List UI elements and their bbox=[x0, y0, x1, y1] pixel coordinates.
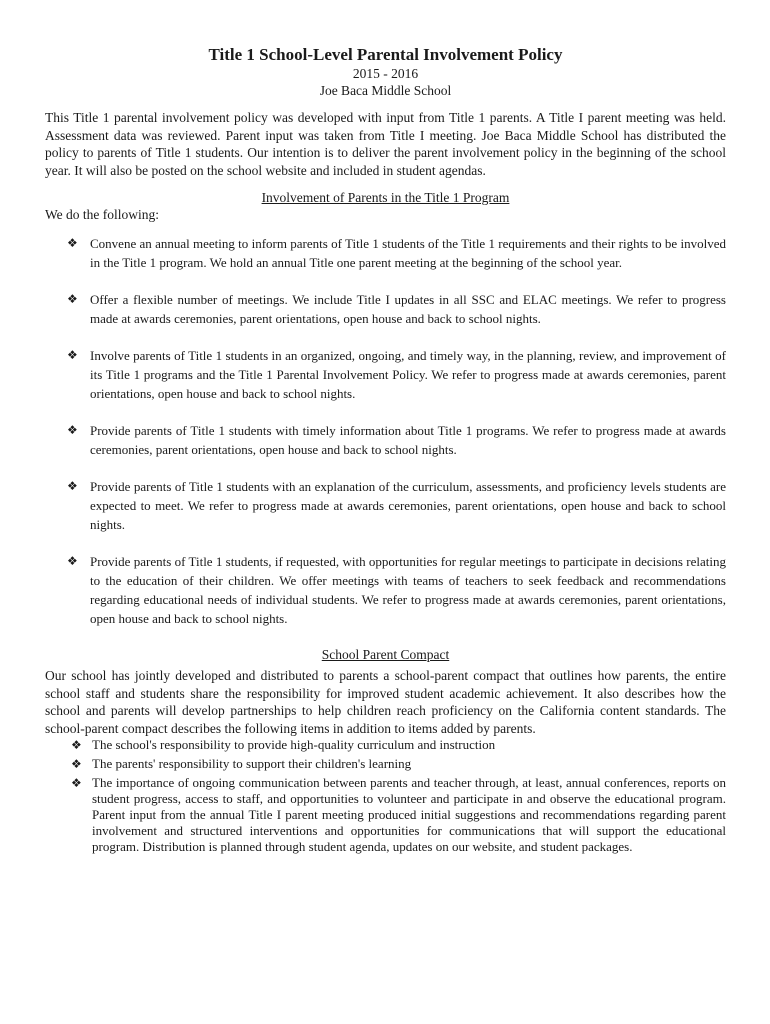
diamond-bullet-icon: ❖ bbox=[67, 479, 78, 493]
list-item bbox=[45, 737, 726, 753]
list-item-text: Provide parents of Title 1 students with timely information about Title 1 programs. We refer to progress made at awards ceremonies, parent orientations, open house and back to school nights. bbox=[90, 423, 726, 457]
diamond-bullet-icon: ❖ bbox=[67, 292, 78, 306]
list-item-text: Provide parents of Title 1 students, if requested, with opportunities for regular meetings to participate in decisions relating to the education of their children. We offer meetings with teams of teachers to seek feedback and recommendations regarding educational needs of individual students. We refer to progress made at awards ceremonies, parent orientations, open house and back to school nights. bbox=[90, 554, 726, 626]
list-item-text: Involve parents of Title 1 students in an organized, ongoing, and timely way, in the planning, review, and improvement of its Title 1 programs and the Title 1 Parental Involvement Policy. We refer to progress made at awards ceremonies, parent orientations, open house and back to school nights. bbox=[90, 348, 726, 401]
diamond-bullet-icon: ❖ bbox=[67, 554, 78, 568]
list-item-text: The parents' responsibility to support their children's learning bbox=[92, 756, 412, 771]
list-item bbox=[45, 234, 726, 272]
list-item-text: Convene an annual meeting to inform parents of Title 1 students of the Title 1 requirements and their rights to be involved in the Title 1 program. We hold an annual Title one parent meeting at the beginning of the school year. bbox=[90, 236, 726, 270]
involvement-list bbox=[45, 234, 726, 628]
list-item bbox=[45, 756, 726, 772]
document-page bbox=[45, 44, 726, 858]
school-year: 2015 - 2016 bbox=[352, 66, 419, 81]
intro-paragraph: This Title 1 parental involvement policy was developed with input from Title 1 parents. A Title I parent meeting was held. Assessment data was reviewed. Parent input was taken from Title I meeting. Joe Baca Middle School has distributed the policy to parents of Title 1 students. Our intention is to deliver the parent involvement policy in the beginning of the school year. It will also be posted on the school website and included in student agendas. bbox=[45, 110, 726, 178]
list-item bbox=[45, 552, 726, 628]
compact-list bbox=[45, 737, 726, 855]
list-item bbox=[45, 421, 726, 459]
list-item-text: The importance of ongoing communication between parents and teacher through, at least, annual conferences, reports on student progress, access to staff, and opportunities to volunteer and participate in and observe the educational program. Parent input from the annual Title I parent meeting produced initial suggestions and recommendations regarding parent involvement and structured interventions and opportunities for communications that will support the educational program. Distribution is planned through student agenda, updates on our website, and student packages. bbox=[92, 775, 726, 854]
compact-heading: School Parent Compact bbox=[321, 647, 450, 662]
involvement-lead: We do the following: bbox=[45, 207, 160, 222]
list-item bbox=[45, 775, 726, 855]
list-item bbox=[45, 346, 726, 403]
diamond-bullet-icon: ❖ bbox=[67, 236, 78, 250]
list-item-text: Offer a flexible number of meetings. We include Title I updates in all SSC and ELAC meetings. We refer to progress made at awards ceremonies, parent orientations, open house and back to school nights. bbox=[90, 292, 726, 326]
involvement-heading: Involvement of Parents in the Title 1 Program bbox=[261, 190, 510, 205]
document-title: Title 1 School-Level Parental Involvement Policy bbox=[208, 45, 563, 64]
compact-paragraph: Our school has jointly developed and distributed to parents a school-parent compact that outlines how parents, the entire school staff and students share the responsibility for improved student academic achievement. It also describes how the school and parents will develop partnerships to help children reach proficiency on the California content standards. The school-parent compact describes the following items in addition to items added by parents. bbox=[45, 668, 726, 736]
diamond-bullet-icon: ❖ bbox=[71, 757, 82, 771]
list-item bbox=[45, 477, 726, 534]
diamond-bullet-icon: ❖ bbox=[67, 423, 78, 437]
school-name: Joe Baca Middle School bbox=[319, 83, 452, 98]
diamond-bullet-icon: ❖ bbox=[71, 738, 82, 752]
diamond-bullet-icon: ❖ bbox=[67, 348, 78, 362]
list-item-text: The school's responsibility to provide high-quality curriculum and instruction bbox=[92, 737, 496, 752]
list-item-text: Provide parents of Title 1 students with an explanation of the curriculum, assessments, and proficiency levels students are expected to meet. We refer to progress made at awards ceremonies, parent orientations, open house and back to school nights. bbox=[90, 479, 726, 532]
list-item bbox=[45, 290, 726, 328]
diamond-bullet-icon: ❖ bbox=[71, 776, 82, 790]
